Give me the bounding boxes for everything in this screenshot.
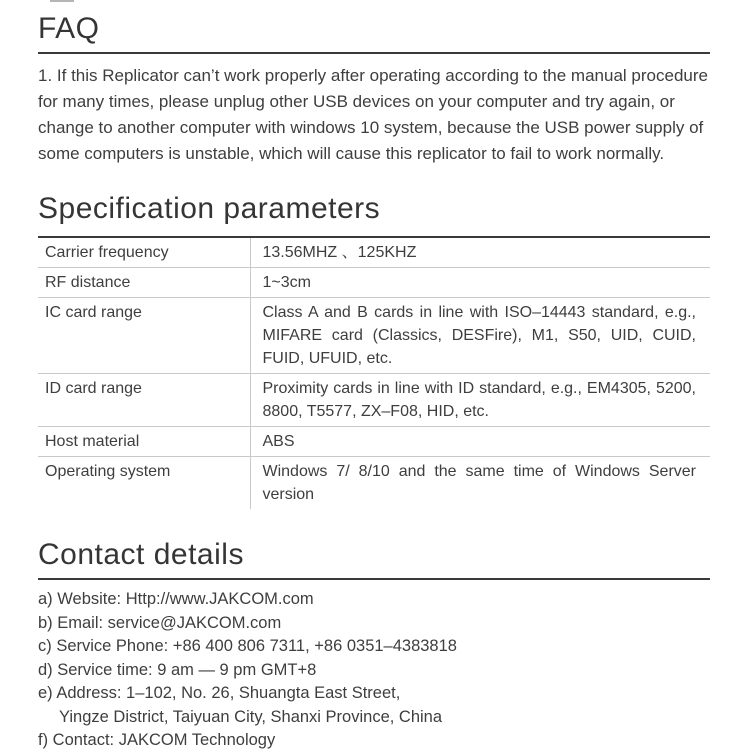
spec-label: IC card range <box>38 298 250 374</box>
spec-section <box>38 192 710 509</box>
faq-divider <box>38 52 710 54</box>
table-row <box>38 457 710 510</box>
contact-divider <box>38 578 710 580</box>
spec-heading: Specification parameters <box>38 192 381 225</box>
table-row <box>38 237 710 268</box>
spec-value: ABS <box>262 433 295 450</box>
spec-value: 13.56MHZ 、125KHZ <box>262 244 417 261</box>
table-row <box>38 427 710 457</box>
spec-value: Proximity cards in line with ID standard, e.g., EM4305, 5200, 8800, T5577, ZX–F08, HID, etc. <box>262 380 696 420</box>
contact-line-address-continued: Yingze District, Taiyuan City, Shanxi Province, China <box>59 707 443 726</box>
spec-table <box>38 236 710 509</box>
table-row <box>38 298 710 374</box>
top-edge-artifact <box>50 0 74 2</box>
contact-heading: Contact details <box>38 538 244 571</box>
spec-value: 1~3cm <box>262 274 311 291</box>
spec-label: ID card range <box>38 374 250 427</box>
contact-list <box>38 588 710 753</box>
faq-heading: FAQ <box>38 12 100 45</box>
spec-value: Class A and B cards in line with ISO–14443 standard, e.g., MIFARE card (Classics, DESFire), M1, S50, UID, CUID, FUID, UFUID, etc. <box>262 304 696 367</box>
spec-value: Windows 7/ 8/10 and the same time of Windows Server version <box>262 463 696 503</box>
table-row <box>38 374 710 427</box>
faq-paragraph: 1. If this Replicator can’t work properly after operating according to the manual procedure for many times, please unplug other USB devices on your computer and try again, or change to another computer with windows 10 system, because the USB power supply of some computers is unstable, which will cause this replicator to fail to work normally. <box>38 66 708 163</box>
contact-line-website: a) Website: Http://www.JAKCOM.com <box>38 590 314 608</box>
table-row <box>38 268 710 298</box>
contact-line-phone: c) Service Phone: +86 400 806 7311, +86 0351–4383818 <box>38 637 457 655</box>
spec-label: Host material <box>38 427 250 457</box>
contact-line-email: b) Email: service@JAKCOM.com <box>38 613 282 632</box>
spec-label: Operating system <box>38 457 250 510</box>
spec-label: RF distance <box>38 268 250 298</box>
spec-label: Carrier frequency <box>38 237 250 268</box>
contact-section <box>38 538 710 753</box>
contact-line-service-time: d) Service time: 9 am — 9 pm GMT+8 <box>38 660 317 679</box>
contact-line-company: f) Contact: JAKCOM Technology <box>38 731 276 749</box>
contact-line-address: e) Address: 1–102, No. 26, Shuangta East Street, <box>38 684 401 702</box>
faq-section <box>38 12 710 167</box>
